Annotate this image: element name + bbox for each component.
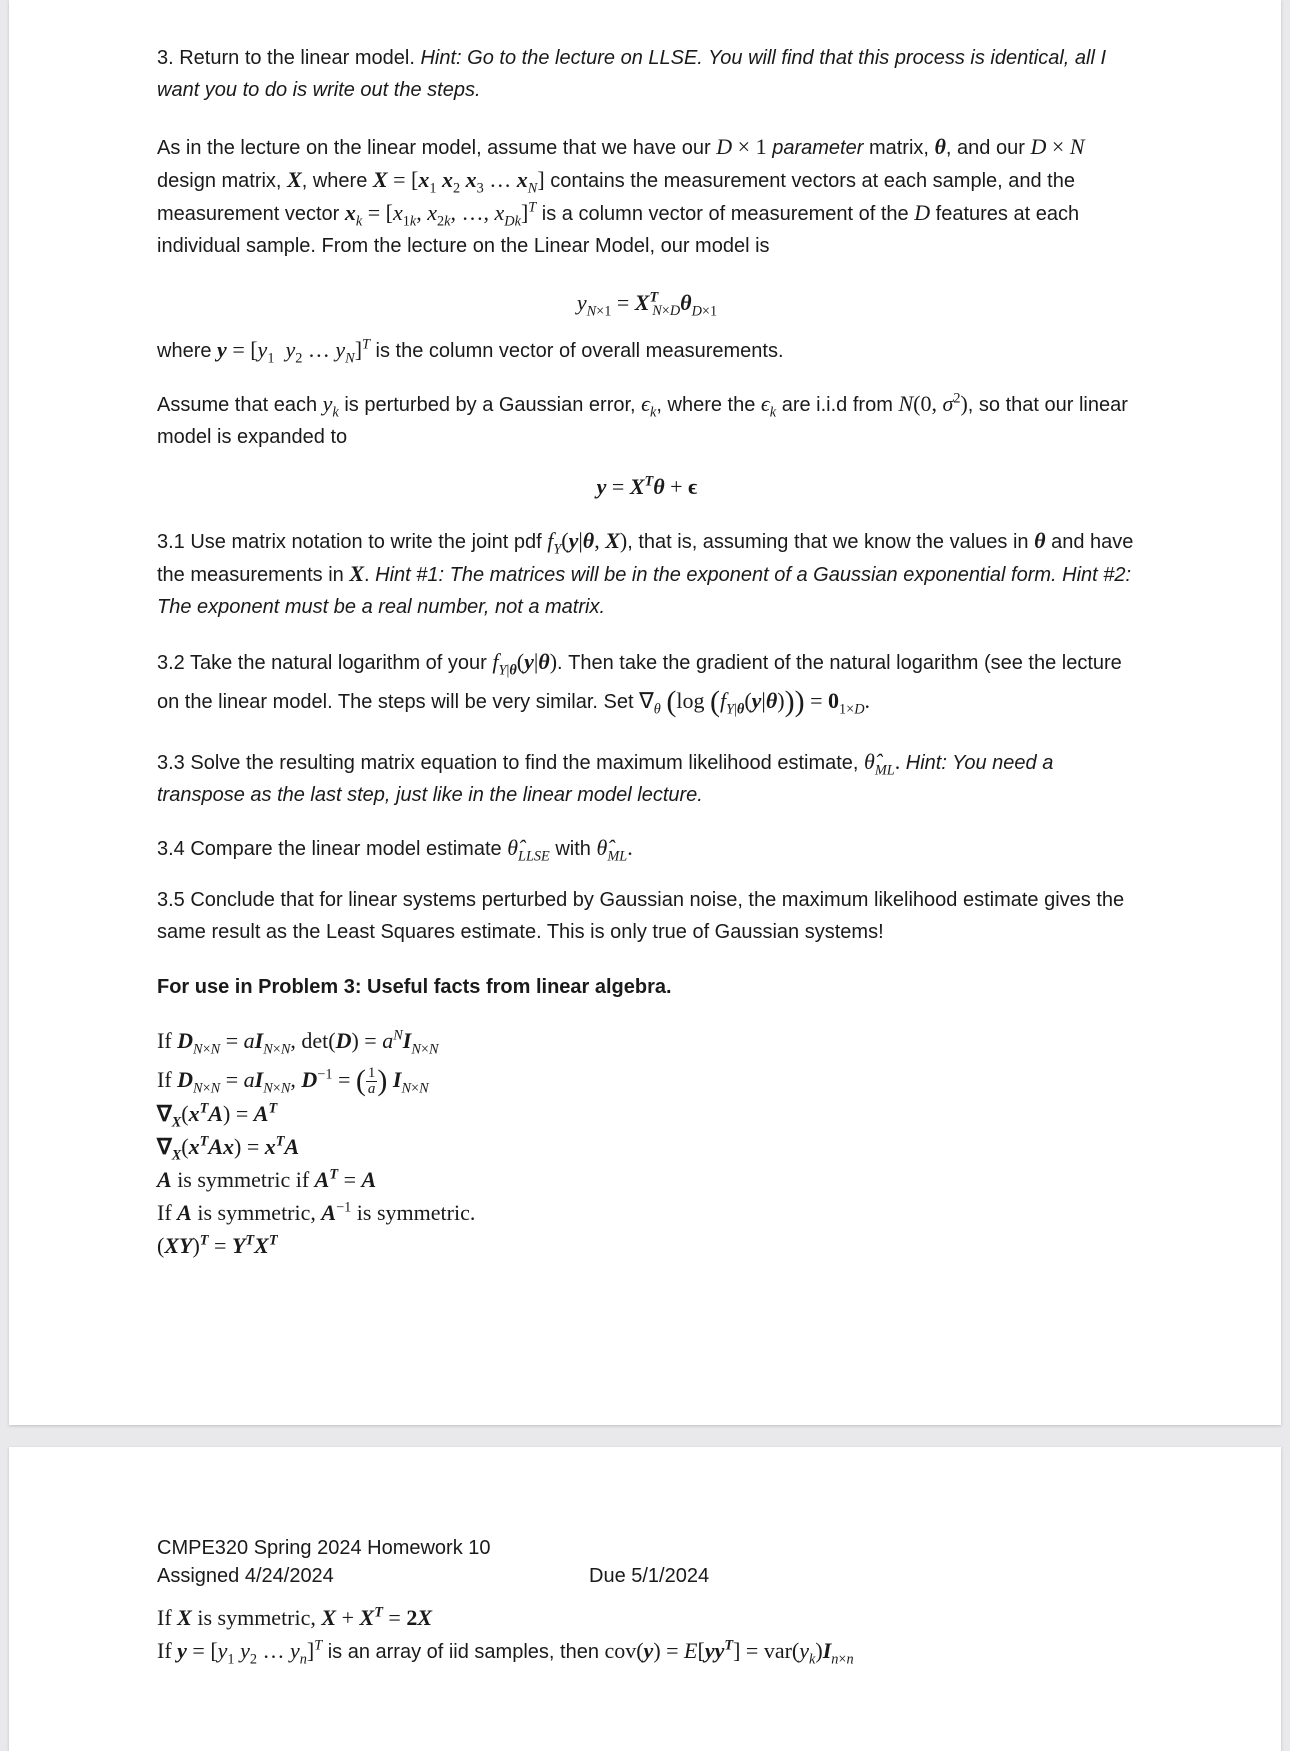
page-1 [9, 0, 1281, 1425]
expanded-model-equation: $y = X^T\theta + \epsilon$ [596, 473, 698, 499]
fact-transpose-product: $(XY)^T = Y^TX^T$ [157, 1233, 278, 1259]
page-2 [9, 1447, 1281, 1751]
fact-covariance: If $y = [y_1$ $y_2$ … $y_n]^T$ is an array of iid samples, then $cov(y) = E[yy^T] = var(y_k)I_{n\times n}$ [157, 1637, 854, 1668]
more-facts [157, 1601, 1057, 1669]
assigned-line: Assigned 4/24/2024 [157, 1565, 334, 1587]
where-line: where $y = [y_1$ $y_2$ … $y_N]^T$ is the column vector of overall measurements. [157, 336, 784, 367]
part-3-1: 3.1 Use matrix notation to write the joint pdf $f_Y(y|\theta$, X), that is, assuming that we know the values in θ and have the measurements in X. Hint #1: The matrices will be in the exponent of a Gaussian exponential form. Hint #2: The exponent must be a real number, not a matrix. [157, 528, 1134, 618]
fact-symmetric-inverse: If A is symmetric, $A^{-1}$ is symmetric. [157, 1200, 476, 1226]
facts-heading: For use in Problem 3: Useful facts from linear algebra. [157, 976, 672, 998]
fact-inverse: If $D_{N\times N} = aI_{N\times N}$, $D^{-1}$ = ( $\frac{1}{a}$ ) $I_{N\times N}$ [157, 1064, 429, 1098]
part-3-3: 3.3 Solve the resulting matrix equation to find the maximum likelihood estimate, $\thetâ_{ML}$. Hint: You need a transpose as the last step, just like in the linear model lecture. [157, 749, 1054, 806]
problem-intro: 3. Return to the linear model. Hint: Go to the lecture on LLSE. You will find that this process is identical, all I want you to do is write out the steps. [157, 47, 1107, 101]
fact-x-symmetric: If X is symmetric, $X + X^T = 2X$ [157, 1604, 433, 1630]
part-3-2: 3.2 Take the natural logarithm of your $f_{Y|\theta}(y|\theta)$. Then take the gradient of the natural logarithm (see the lecture on the linear model. The steps will be very similar. Set $\nabla_\theta$ (log $(f_{Y|\theta}(y|\theta))) = 0_{1\times D}$. [157, 649, 1122, 718]
due-date: Due 5/1/2024 [589, 1565, 710, 1587]
part-3-4: 3.4 Compare the linear model estimate $\thetâ_{LLSE}$ with $\thetâ_{ML}$. [157, 835, 633, 865]
part-3-5: 3.5 Conclude that for linear systems perturbed by Gaussian noise, the maximum likelihood estimate gives the same result as the Least Squares estimate. This is only true of Gaussian systems! [157, 889, 1125, 943]
linear-algebra-facts [157, 1024, 1057, 1262]
model-equation: $y_{N\times 1} = X^T_{N\times D}\theta_{D\times 1}$ [576, 289, 718, 320]
course-line: CMPE320 Spring 2024 Homework 10 [157, 1537, 491, 1559]
assume-paragraph: Assume that each $y_k$ is perturbed by a Gaussian error, $\epsilon_k$, where the $\epsilon_k$ are i.i.d from N(0, $\sigma^2$), so that our linear model is expanded to [157, 390, 1128, 448]
fact-determinant: If $D_{N\times N} = aI_{N\times N}$, $\det(D) = a^NI_{N\times N}$ [157, 1027, 439, 1058]
setup-paragraph: As in the lecture on the linear model, assume that we have our D × 1 parameter matrix, θ, and our D × N design matrix, X, where $X = [x_1$ $x_2$ $x_3$ … $x_N$] contains the measurement vectors at each sample, and the measurement vector $x_k = [x_{1k}$, $x_{2k}$, …, $x_{Dk}]^T$ is a column vector of measurement of the D features at each individual sample. From the lecture on the Linear Model, our model is [157, 134, 1085, 257]
fact-symmetric: A is symmetric if $A^T = A$ [157, 1167, 377, 1193]
fact-gradient-linear: $\nabla_X(x^TA) = A^T$ [157, 1101, 278, 1131]
fact-gradient-quadratic: $\nabla_X(x^TAx) = x^TA$ [157, 1134, 300, 1164]
